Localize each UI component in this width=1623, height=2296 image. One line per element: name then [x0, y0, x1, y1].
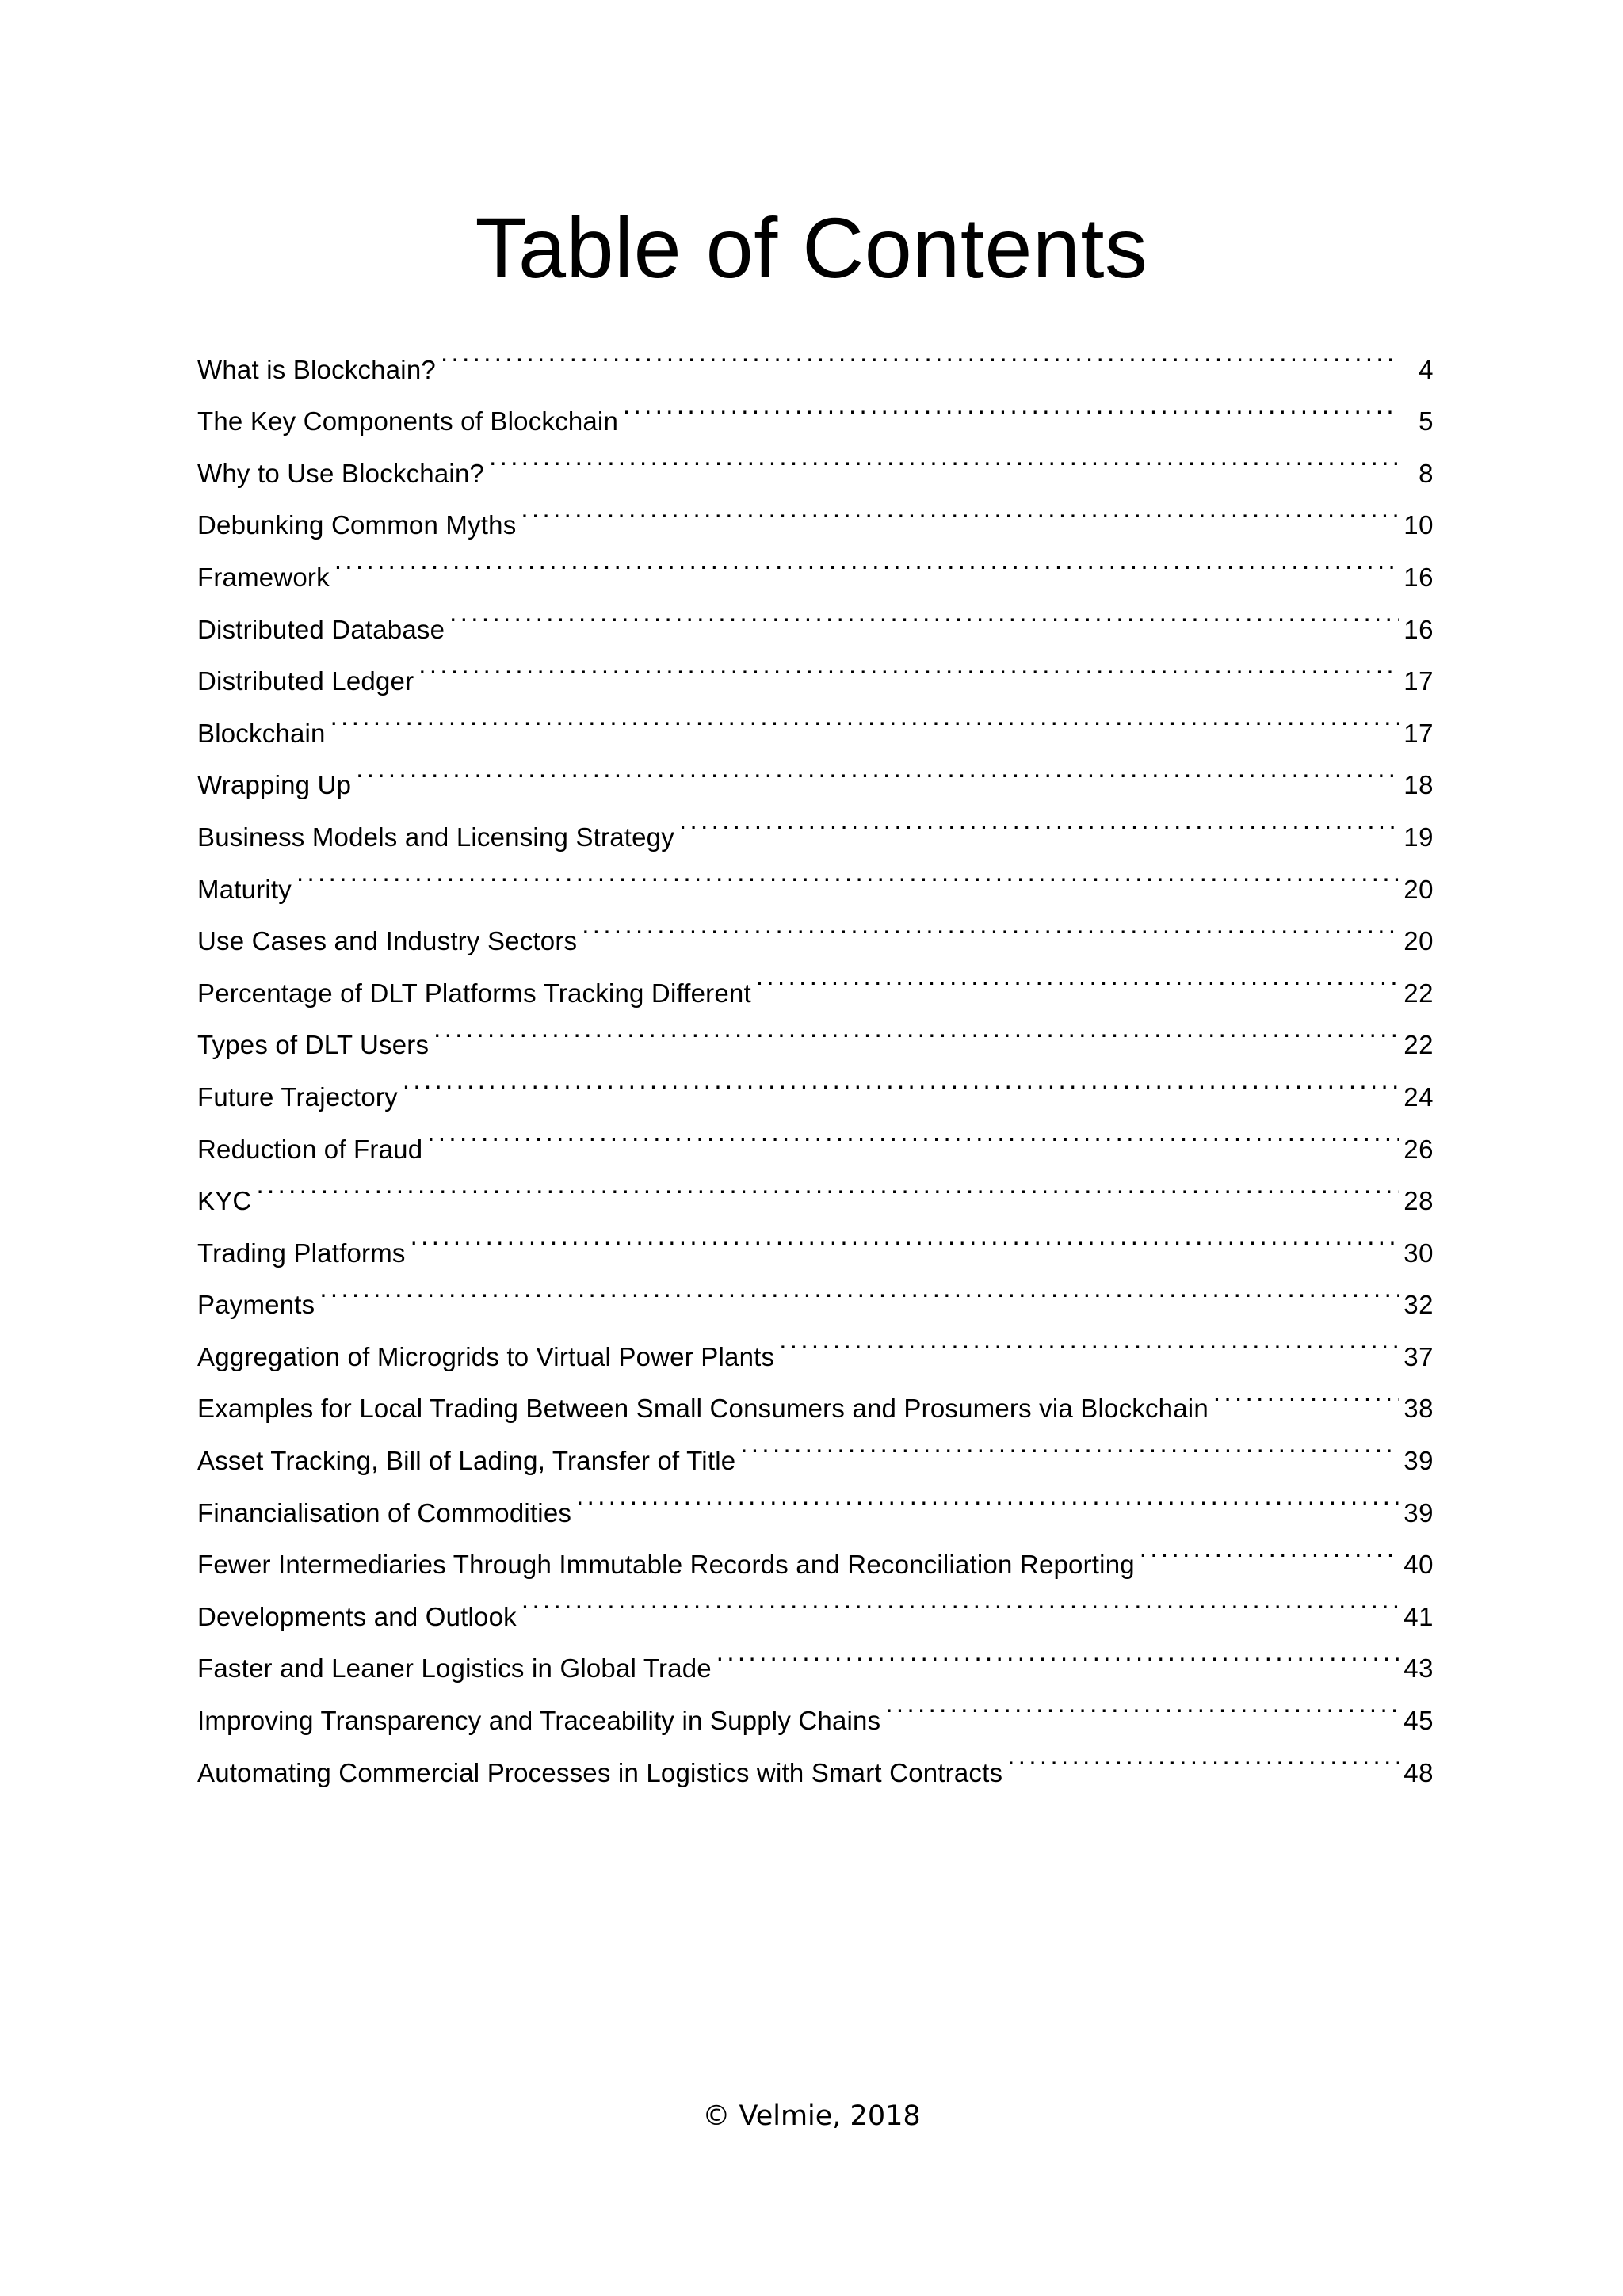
toc-entry-page: 17 [1403, 718, 1434, 748]
toc-entry-title: Asset Tracking, Bill of Lading, Transfer of Title [197, 1446, 736, 1476]
toc-entry-page: 32 [1403, 1290, 1434, 1320]
toc-entry-page: 4 [1419, 354, 1434, 384]
dot-leader [521, 482, 1399, 535]
toc-entry-title: Faster and Leaner Logistics in Global Trade [197, 1653, 712, 1684]
dot-leader [356, 742, 1399, 795]
toc-entry-page: 20 [1403, 926, 1434, 956]
dot-leader [679, 794, 1399, 846]
toc-entry-title: Financialisation of Commodities [197, 1497, 572, 1527]
toc-entry-page: 5 [1419, 406, 1434, 437]
toc-entry-title: Distributed Ledger [197, 666, 414, 696]
toc-entry-title: The Key Components of Blockchain [197, 406, 619, 437]
toc-entry[interactable] [197, 534, 1434, 592]
toc-entry-page: 45 [1403, 1706, 1434, 1736]
toc-entry-page: 38 [1403, 1394, 1434, 1424]
toc-entry-page: 41 [1403, 1601, 1434, 1631]
dot-leader [256, 1158, 1399, 1211]
toc-entry-title: Automating Commercial Processes in Logistics with Smart Contracts [197, 1757, 1003, 1787]
toc-entry-page: 39 [1403, 1446, 1434, 1476]
toc-entry-title: Use Cases and Industry Sectors [197, 926, 578, 956]
toc-entry-page: 16 [1403, 562, 1434, 592]
toc-entry-page: 17 [1403, 666, 1434, 696]
toc-entry-page: 39 [1403, 1497, 1434, 1527]
dot-leader [319, 1262, 1399, 1314]
toc-entry-title: Distributed Database [197, 614, 445, 644]
dot-leader [418, 639, 1399, 691]
toc-entry-page: 20 [1403, 874, 1434, 904]
toc-entry-page: 19 [1403, 822, 1434, 852]
dot-leader [441, 326, 1400, 379]
toc-entry-title: Improving Transparency and Traceability in Supply Chains [197, 1706, 881, 1736]
toc-entry[interactable] [197, 794, 1434, 852]
copyright-footer: © Velmie, 2018 [702, 2100, 921, 2132]
dot-leader [1007, 1730, 1399, 1782]
toc-list [197, 326, 1434, 1787]
page-title: Table of Contents [475, 200, 1148, 296]
toc-entry-title: KYC [197, 1186, 252, 1216]
toc-entry-page: 24 [1403, 1081, 1434, 1112]
toc-entry-title: Examples for Local Trading Between Small Consumers and Prosumers via Blockchain [197, 1394, 1209, 1424]
toc-entry-page: 18 [1403, 770, 1434, 800]
toc-entry-title: Trading Platforms [197, 1238, 406, 1268]
toc-entry[interactable] [197, 846, 1434, 904]
dot-leader [334, 534, 1399, 586]
toc-entry-title: Why to Use Blockchain? [197, 458, 485, 488]
toc-entry[interactable] [197, 1210, 1434, 1268]
toc-entry-page: 26 [1403, 1134, 1434, 1164]
toc-entry-page: 37 [1403, 1341, 1434, 1371]
dot-leader [449, 586, 1399, 639]
toc-entry[interactable] [197, 898, 1434, 956]
toc-entry-title: Blockchain [197, 718, 326, 748]
toc-entry-page: 48 [1403, 1757, 1434, 1787]
toc-entry-title: Payments [197, 1290, 315, 1320]
toc-entry-page: 16 [1403, 614, 1434, 644]
dot-leader [756, 950, 1399, 1002]
dot-leader [623, 379, 1400, 431]
toc-entry-title: Wrapping Up [197, 770, 352, 800]
dot-leader [576, 1470, 1399, 1522]
toc-entry-title: Percentage of DLT Platforms Tracking Different [197, 978, 751, 1008]
dot-leader [1140, 1522, 1399, 1574]
dot-leader [330, 690, 1400, 742]
toc-entry-page: 30 [1403, 1238, 1434, 1268]
toc-entry-title: Maturity [197, 874, 292, 904]
toc-entry-page: 22 [1403, 978, 1434, 1008]
dot-leader [403, 1054, 1399, 1106]
dot-leader [411, 1210, 1400, 1262]
toc-entry[interactable] [197, 1262, 1434, 1320]
dot-leader [716, 1626, 1399, 1678]
toc-entry[interactable] [197, 1158, 1434, 1216]
dot-leader [521, 1573, 1399, 1626]
dot-leader [433, 1002, 1399, 1055]
toc-entry-title: Business Models and Licensing Strategy [197, 822, 674, 852]
toc-entry-page: 22 [1403, 1030, 1434, 1060]
toc-entry-title: Framework [197, 562, 330, 592]
toc-entry-title: Fewer Intermediaries Through Immutable Records and Reconciliation Reporting [197, 1550, 1135, 1580]
toc-entry-title: What is Blockchain? [197, 354, 436, 384]
toc-entry-page: 8 [1419, 458, 1434, 488]
toc-entry[interactable] [197, 742, 1434, 800]
toc-entry-title: Developments and Outlook [197, 1601, 517, 1631]
toc-entry-title: Aggregation of Microgrids to Virtual Power Plants [197, 1341, 775, 1371]
toc-entry[interactable] [197, 1314, 1434, 1371]
dot-leader [582, 898, 1399, 951]
toc-entry[interactable] [197, 690, 1434, 748]
dot-leader [1213, 1366, 1399, 1418]
dot-leader [740, 1417, 1399, 1470]
toc-entry[interactable] [197, 326, 1434, 384]
dot-leader [427, 1106, 1399, 1158]
toc-entry-page: 10 [1403, 510, 1434, 540]
toc-entry-page: 43 [1403, 1653, 1434, 1684]
toc-entry-title: Types of DLT Users [197, 1030, 430, 1060]
toc-entry-page: 28 [1403, 1186, 1434, 1216]
dot-leader [489, 430, 1400, 482]
toc-entry-page: 40 [1403, 1550, 1434, 1580]
toc-entry-title: Future Trajectory [197, 1081, 398, 1112]
toc-entry-title: Debunking Common Myths [197, 510, 517, 540]
toc-entry-title: Reduction of Fraud [197, 1134, 423, 1164]
dot-leader [296, 846, 1399, 898]
dot-leader [779, 1314, 1399, 1366]
dot-leader [885, 1677, 1399, 1730]
toc-entry[interactable] [197, 586, 1434, 644]
